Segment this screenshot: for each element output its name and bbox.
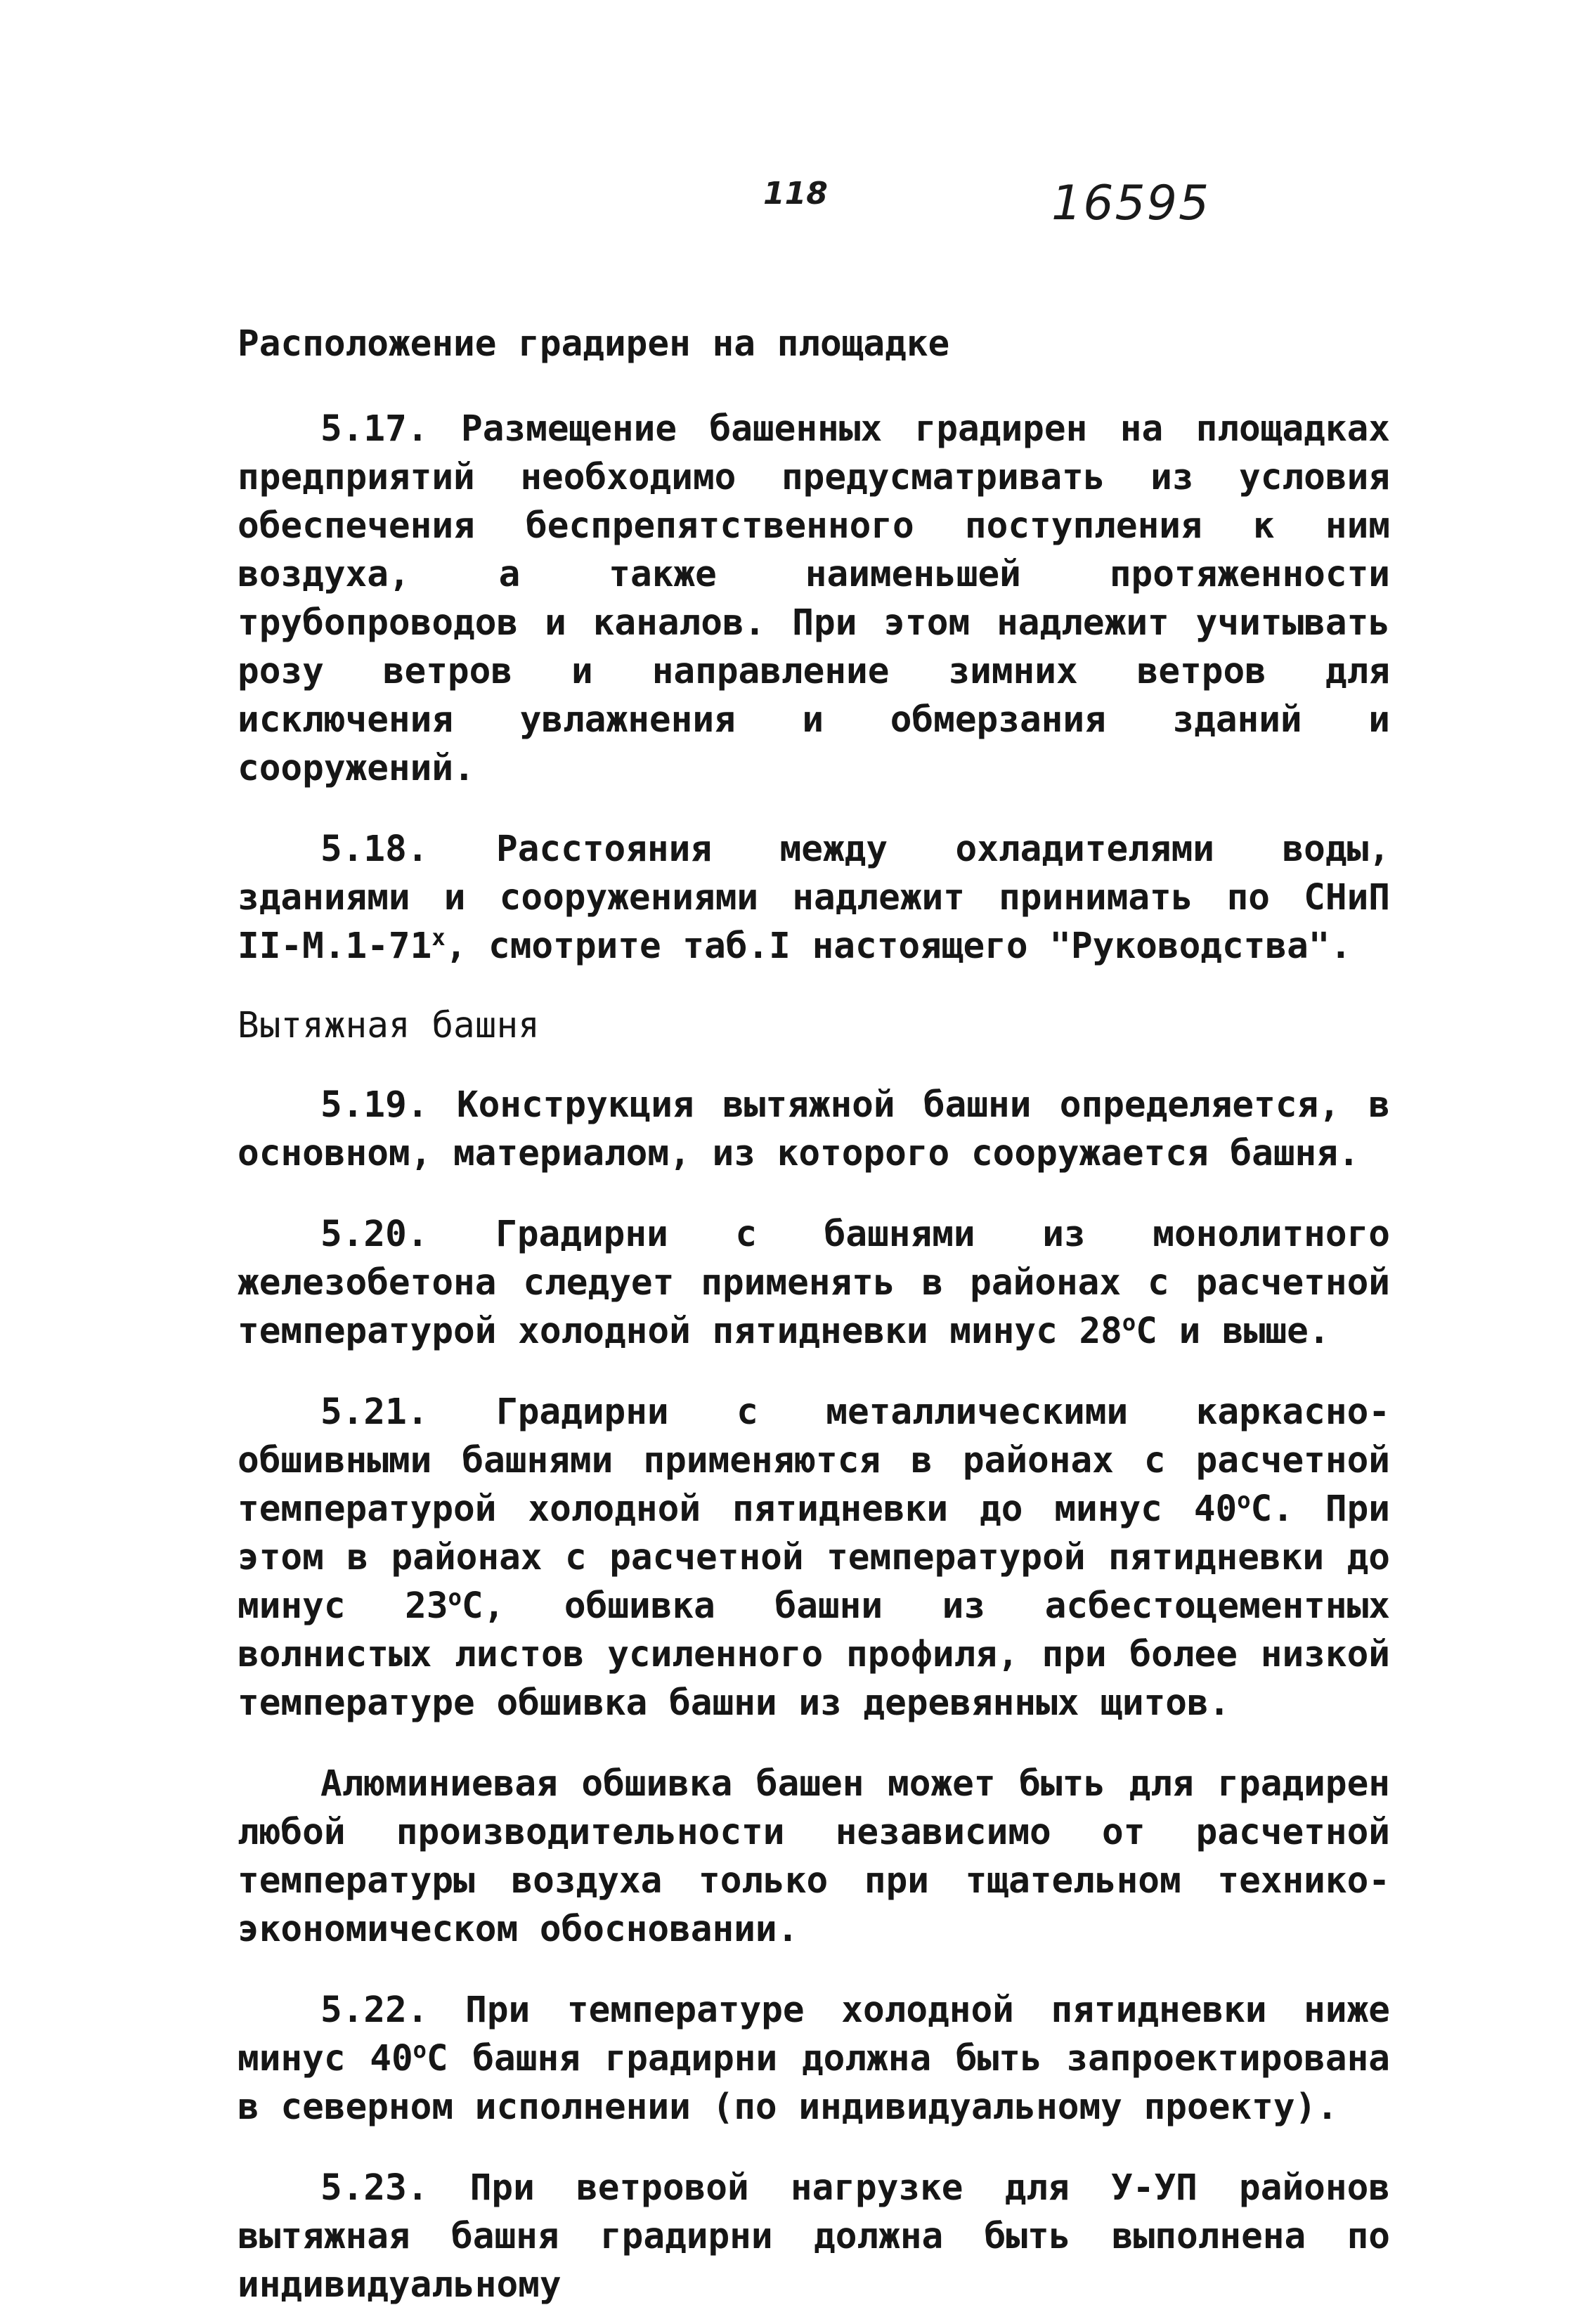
paragraph-5-18-part-a: 5.18. Расстояния между охладителями воды, зданиями и сооружениями надлежит принимать по СНиП II-М.1-71: [238, 829, 1390, 967]
paragraph-5-21-part-a: 5.21. Градирни с металлическими каркасно-обшивными башнями применяются в районах с расчетной температурой холодной пятидневки до минус 40: [238, 1391, 1390, 1530]
degree-sign: о: [448, 1584, 462, 1611]
document-body: [238, 320, 1390, 2309]
page-number: 118: [763, 176, 828, 212]
degree-sign: о: [413, 2037, 427, 2063]
paragraph-5-23: 5.23. При ветровой нагрузке для У-УП районов вытяжная башня градирни должна быть выполнена по индивидуальному: [238, 2167, 1390, 2306]
paragraph-5-19: 5.19. Конструкция вытяжной башни определяется, в основном, материалом, из которого сооружается башня.: [238, 1084, 1390, 1174]
paragraph-5-20-part-a: 5.20. Градирни с башнями из монолитного железобетона следует применять в районах с расчетной температурой холодной пятидневки минус 28: [238, 1214, 1390, 1352]
superscript-x: x: [431, 924, 446, 951]
document-number: 16595: [1051, 176, 1211, 231]
paragraph-5-21-part-c: С, обшивка башни из асбестоцементных волнистых листов усиленного профиля, при более низкой температуре обшивка башни из деревянных щитов.: [238, 1585, 1390, 1724]
paragraph-5-22: [238, 1986, 1390, 2131]
paragraph-5-18: [238, 825, 1390, 971]
paragraph-aluminium: Алюминиевая обшивка башен может быть для градирен любой производительности независимо от расчетной температуры воздуха только при тщательном технико-экономическом обосновании.: [238, 1763, 1390, 1950]
degree-sign: о: [1237, 1487, 1251, 1514]
paragraph-5-22-part-a: 5.22. При температуре холодной пятидневки ниже минус 40: [238, 1989, 1390, 2079]
section-heading-tower: Вытяжная башня: [238, 1005, 540, 1046]
section-heading-placement: Расположение градирен на площадке: [238, 323, 950, 365]
paragraph-5-20: [238, 1210, 1390, 1356]
paragraph-5-20-part-b: С и выше.: [1136, 1311, 1330, 1352]
paragraph-5-22-part-b: С башня градирни должна быть запроектирована в северном исполнении (по индивидуальному проекту).: [238, 2038, 1390, 2128]
paragraph-5-17: 5.17. Размещение башенных градирен на площадках предприятий необходимо предусматривать из условия обеспечения беспрепятственного поступления к ним воздуха, а также наименьшей протяженности трубопроводов и каналов. При этом надлежит учитывать розу ветров и направление зимних ветров для исключения увлажнения и обмерзания зданий и сооружений.: [238, 408, 1390, 789]
paragraph-5-18-part-b: , смотрите таб.I настоящего "Руководства".: [445, 926, 1352, 967]
degree-sign: о: [1122, 1309, 1136, 1336]
paragraph-5-21-part-b: С. При этом в районах с расчетной температурой пятидневки до минус 23: [238, 1488, 1390, 1627]
paragraph-5-21: [238, 1388, 1390, 1727]
